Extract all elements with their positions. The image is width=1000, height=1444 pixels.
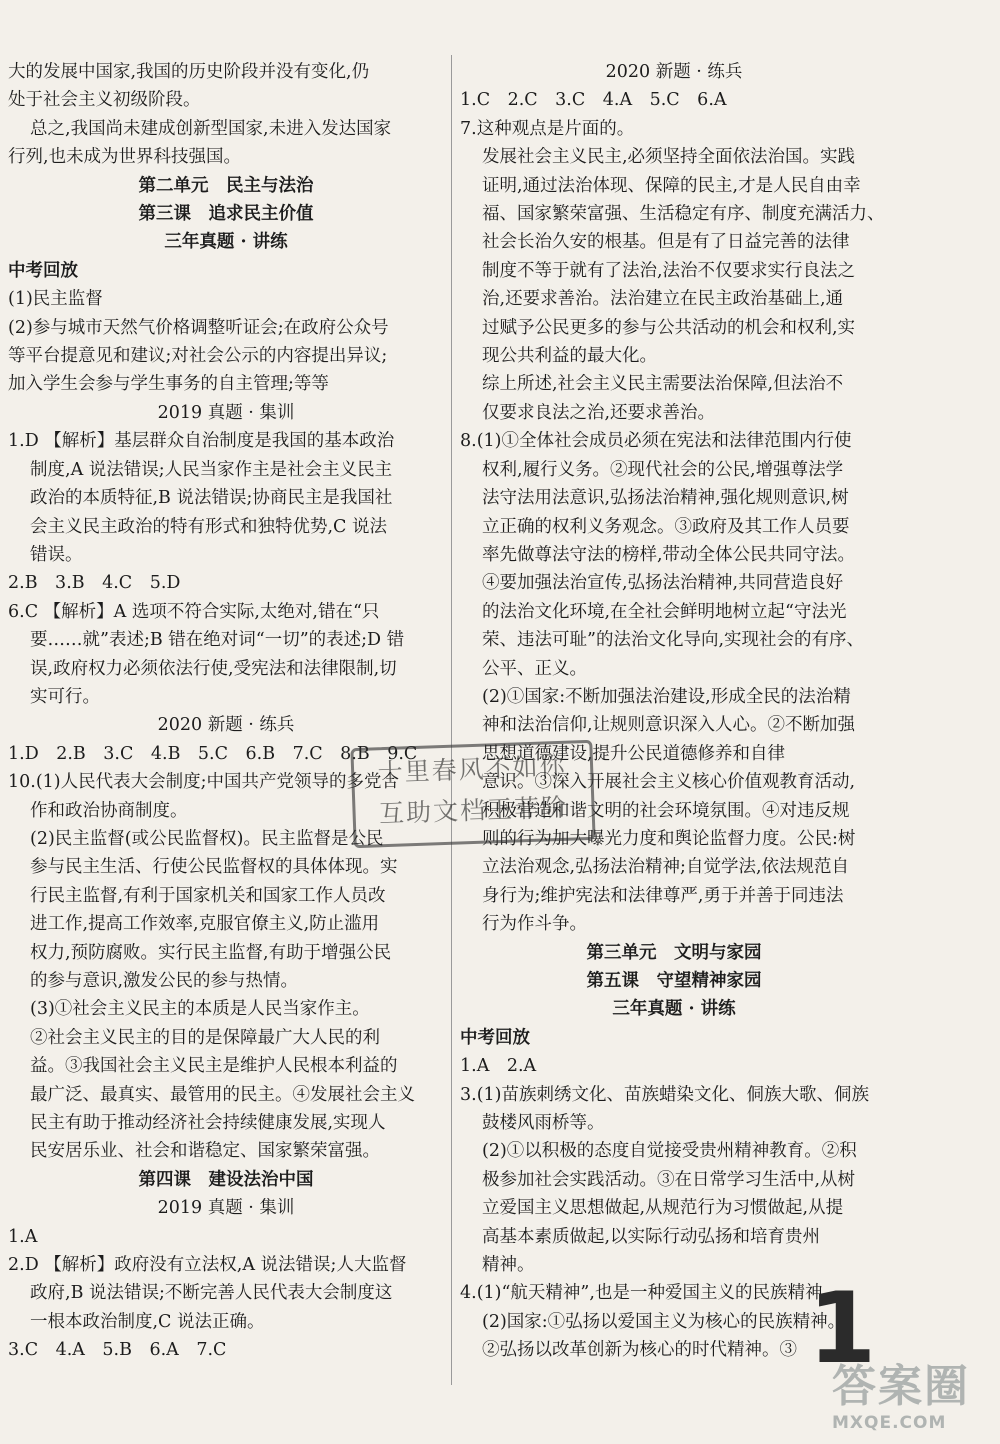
section-heading: 2020 新题 · 练兵 (605, 62, 743, 82)
answer-line: 1.A 2.A (460, 1056, 537, 1077)
overlay-stamp (350, 740, 595, 848)
lesson-heading: 第五课 守望精神家园 (586, 971, 762, 991)
answer-line: 会主义民主政治的特有形式和独特优势,C 说法 (30, 516, 388, 537)
left-column (8, 58, 444, 1365)
section-heading: 三年真题 · 讲练 (164, 232, 288, 253)
section-heading: 2020 新题 · 练兵 (157, 715, 295, 736)
section-heading: 2019 真题 · 集训 (157, 1198, 295, 1219)
answer-line: 神和法治信仰,让规则意识深入人心。②不断加强 (482, 715, 856, 736)
answer-line: 8.(1)①全体社会成员必须在宪法和法律范围内行使 (460, 431, 852, 452)
answer-line: 一根本政治制度,C 说法正确。 (30, 1311, 265, 1332)
answer-line: 法守法用法意识,弘扬法治精神,强化规则意识,树 (482, 488, 849, 509)
section-heading: 三年真题 · 讲练 (612, 999, 736, 1020)
answer-line: 思想道德建设,提升公民道德修养和自律 (482, 743, 786, 764)
answer-line: 福、国家繁荣富强、生活稳定有序、制度充满活力、 (482, 204, 885, 225)
answer-line: 益。③我国社会主义民主是维护人民根本利益的 (30, 1056, 398, 1077)
answer-line: ④要加强法治宣传,弘扬法治精神,共同营造良好 (482, 573, 844, 594)
unit-heading: 第二单元 民主与法治 (138, 175, 314, 196)
answer-line: (2)参与城市天然气价格调整听证会;在政府公众号 (8, 317, 389, 338)
answer-line: 立法治观念,弘扬法治精神;自觉学法,依法规范自 (482, 857, 850, 878)
text-line: 处于社会主义初级阶段。 (8, 90, 201, 111)
answer-line: 要……就”表述;B 错在绝对词“一切”的表述;D 错 (30, 630, 405, 651)
answer-line: 民主有助于推动经济社会持续健康发展,实现人 (30, 1113, 386, 1134)
lesson-heading: 第四课 建设法治中国 (138, 1169, 314, 1190)
answer-line: 政府,B 说法错误;不断完善人民代表大会制度这 (30, 1283, 393, 1304)
answer-line: 误,政府权力必须依法行使,受宪法和法律限制,切 (30, 658, 397, 679)
answer-line: 过赋予公民更多的参与公共活动的机会和权利,实 (482, 317, 856, 338)
answer-line: (2)①国家:不断加强法治建设,形成全民的法治精 (482, 686, 851, 707)
answer-line: 等平台提意见和建议;对社会公示的内容提出异议; (8, 346, 388, 367)
answer-line: 7.这种观点是片面的。 (460, 118, 635, 139)
answer-line: 制度不等于就有了法治,法治不仅要求实行良法之 (482, 260, 856, 281)
answer-line: ②社会主义民主的目的是保障最广大人民的利 (30, 1027, 380, 1048)
text-line: 大的发展中国家,我国的历史阶段并没有变化,仍 (8, 62, 370, 82)
unit-heading: 第三单元 文明与家园 (586, 942, 762, 963)
answer-line: 精神。 (482, 1255, 535, 1276)
answer-line: 行为作斗争。 (482, 914, 587, 935)
answer-line: 发展社会主义民主,必须坚持全面依法治国。实践 (482, 147, 856, 168)
subsection-heading: 中考回放 (8, 260, 78, 281)
answer-line: 综上所述,社会主义民主需要法治保障,但法治不 (482, 374, 844, 395)
answer-line: 权力,预防腐败。实行民主监督,有助于增强公民 (30, 942, 392, 963)
site-watermark (832, 1362, 992, 1440)
answer-line: 积极营造和谐文明的社会环境氛围。④对违反规 (482, 800, 850, 821)
answer-line: 高基本素质做起,以实际行动弘扬和培育贵州 (482, 1226, 821, 1247)
answer-line: 权利,履行义务。②现代社会的公民,增强尊法学 (482, 459, 844, 480)
answer-line: 制度,A 说法错误;人民当家作主是社会主义民主 (30, 459, 393, 480)
answer-line: 立爱国主义思想做起,从规范行为习惯做起,从提 (482, 1198, 844, 1219)
answer-line: 现公共利益的最大化。 (482, 346, 657, 367)
answer-line: 3.(1)苗族刺绣文化、苗族蜡染文化、侗族大歌、侗族 (460, 1084, 869, 1105)
answer-line: 证明,通过法治体现、保障的民主,才是人民自由幸 (482, 175, 861, 196)
answer-line: 错误。 (30, 544, 83, 565)
answer-line: 1.A (8, 1226, 38, 1247)
answer-line: (2)国家:①弘扬以爱国主义为核心的民族精神。 (482, 1311, 846, 1332)
answer-line: 1.C 2.C 3.C 4.A 5.C 6.A (460, 90, 727, 111)
answer-line: 2.B 3.B 4.C 5.D (8, 573, 181, 594)
watermark-logo-text: 答案圈 (832, 1361, 970, 1412)
subsection-heading: 中考回放 (460, 1027, 530, 1048)
watermark-url: MXQE.COM (832, 1413, 947, 1433)
answer-line: 的法治文化环境,在全社会鲜明地树立起“守法光 (482, 601, 847, 622)
page-number: 1 (808, 1272, 877, 1386)
stamp-line: 十里春风不如你 (377, 751, 568, 788)
right-column (460, 58, 888, 1365)
answer-line: 公平、正义。 (482, 658, 587, 679)
answer-line: (1)民主监督 (8, 289, 103, 310)
answer-line: 参与民主生活、行使公民监督权的具体体现。实 (30, 857, 398, 878)
answer-line: 民安居乐业、社会和谐稳定、国家繁荣富强。 (30, 1141, 380, 1162)
answer-line: 3.C 4.A 5.B 6.A 7.C (8, 1340, 227, 1361)
answer-line: 作和政治协商制度。 (30, 800, 188, 821)
answer-line: 10.(1)人民代表大会制度;中国共产党领导的多党合 (8, 772, 400, 793)
section-heading: 2019 真题 · 集训 (157, 402, 295, 423)
answer-line: 极参加社会实践活动。③在日常学习生活中,从树 (482, 1169, 856, 1190)
lesson-heading: 第三课 追求民主价值 (138, 204, 314, 225)
answer-line: 的参与意识,激发公民的参与热情。 (30, 971, 299, 991)
answer-line: 最广泛、最真实、最管用的民主。④发展社会主义 (30, 1084, 415, 1105)
answer-line: (3)①社会主义民主的本质是人民当家作主。 (30, 999, 370, 1020)
answer-line: 立正确的权利义务观念。③政府及其工作人员要 (482, 516, 850, 537)
answer-line: 仅要求良法之治,还要求善治。 (482, 402, 716, 423)
answer-line: 行民主监督,有利于国家机关和国家工作人员改 (30, 885, 386, 906)
answer-line: 4.(1)“航天精神”,也是一种爱国主义的民族精神。 (460, 1283, 840, 1304)
answer-line: 实可行。 (30, 686, 100, 707)
answer-line: 治,还要求善治。法治建立在民主政治基础上,通 (482, 289, 844, 310)
answer-line: 1.D 2.B 3.C 4.B 5.C 6.B 7.C 8.B 9.C (8, 743, 418, 764)
text-line: 总之,我国尚未建成创新型国家,未进入发达国家 (30, 118, 392, 139)
answer-line: 则的行为加大曝光力度和舆论监督力度。公民:树 (482, 828, 856, 849)
answer-line: 社会长治久安的根基。但是有了日益完善的法律 (482, 232, 850, 253)
answer-line: 加入学生会参与学生事务的自主管理;等等 (8, 374, 329, 395)
answer-line: (2)①以积极的态度自觉接受贵州精神教育。②积 (482, 1141, 857, 1162)
answer-line: 率先做尊法守法的榜样,带动全体公民共同守法。 (482, 544, 856, 565)
text-line: 行列,也未成为世界科技强国。 (8, 147, 242, 168)
answer-line: 意识。③深入开展社会主义核心价值观教育活动, (482, 772, 856, 793)
column-divider (451, 55, 452, 1385)
answer-line: 1.D 【解析】基层群众自治制度是我国的基本政治 (8, 431, 395, 452)
answer-line: 政治的本质特征,B 说法错误;协商民主是我国社 (30, 488, 393, 509)
answer-line: 鼓楼风雨桥等。 (482, 1113, 605, 1134)
answer-line: 6.C 【解析】A 选项不符合实际,太绝对,错在“只 (8, 601, 380, 622)
answer-line: 2.D 【解析】政府没有立法权,A 说法错误;人大监督 (8, 1255, 407, 1276)
answer-line: 进工作,提高工作效率,克服官僚主义,防止滥用 (30, 914, 380, 935)
answer-line: (2)民主监督(或公民监督权)。民主监督是公民 (30, 828, 384, 849)
answer-line: 身行为;维护宪法和法律尊严,勇于并善于同违法 (482, 885, 844, 906)
answer-line: 荣、违法可耻”的法治文化导向,实现社会的有序、 (482, 630, 865, 651)
stamp-line: 互助文档王菲阶 (378, 792, 569, 829)
answer-line: ②弘扬以改革创新为核心的时代精神。③ (482, 1340, 797, 1361)
